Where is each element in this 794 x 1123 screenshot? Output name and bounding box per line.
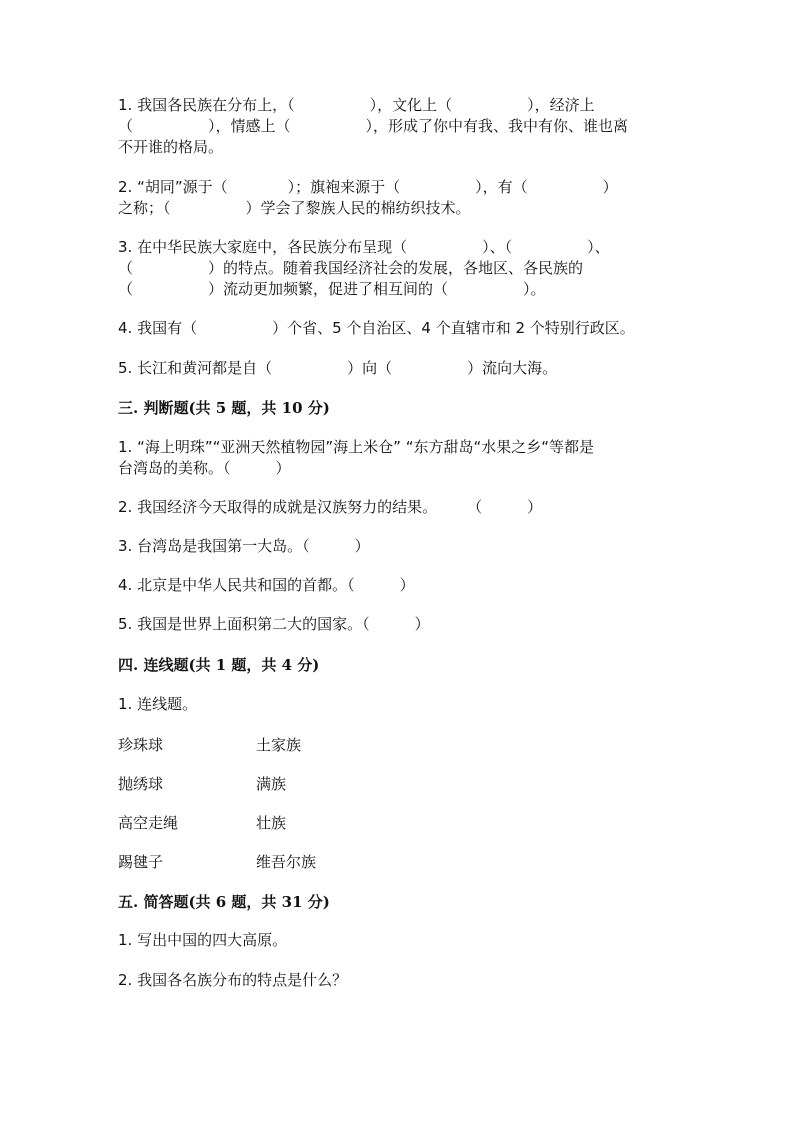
section-heading-matching: 四. 连线题(共 1 题，共 4 分) [118,656,320,674]
short-answer-question-1 [118,930,678,951]
question-line: 1. 写出中国的四大高原。 [118,931,288,949]
matching-left-item: 珍珠球 [118,736,164,754]
fill-question-1 [118,95,678,158]
matching-left-item: 抛绣球 [118,775,164,793]
fill-question-5 [118,358,678,379]
judge-question-1 [118,437,678,479]
matching-right-item: 维吾尔族 [256,853,317,871]
question-line: 5. 长江和黄河都是自（ ）向（ ）流向大海。 [118,359,558,377]
fill-question-4 [118,318,678,339]
question-line: 不开谁的格局。 [118,138,224,156]
judge-question-4 [118,575,678,596]
section-heading-short-answer: 五. 简答题(共 6 题，共 31 分) [118,893,330,911]
question-line: 台湾岛的美称。（ ） [118,459,291,477]
question-line: 2. 我国各名族分布的特点是什么？ [118,971,348,989]
question-line: 2. “胡同”源于（ ）；旗袍来源于（ ），有（ ） [118,178,618,196]
matching-right-item: 土家族 [256,736,302,754]
question-line: 4. 北京是中华人民共和国的首都。（ ） [118,576,415,594]
question-line: 5. 我国是世界上面积第二大的国家。（ ） [118,615,430,633]
fill-question-2 [118,177,678,219]
matching-left-item: 高空走绳 [118,814,179,832]
judge-question-5 [118,614,678,635]
question-line: 1. 我国各民族在分布上，（ ），文化上（ ），经济上 [118,96,595,114]
matching-left-item: 踢毽子 [118,853,164,871]
question-line: （ ）的特点。随着我国经济社会的发展，各地区、各民族的 [118,259,584,277]
question-line: （ ），情感上（ ），形成了你中有我、我中有你、谁也离 [118,117,629,135]
question-line: 2. 我国经济今天取得的成就是汉族努力的结果。 （ ） [118,498,543,516]
question-line: 之称；（ ）学会了黎族人民的棉纺织技术。 [118,199,471,217]
matching-question-1 [118,694,678,715]
judge-question-3 [118,536,678,557]
question-line: （ ）流动更加频繁，促进了相互间的（ ）。 [118,280,546,298]
question-line: 1. 连线题。 [118,695,198,713]
fill-question-3 [118,237,678,300]
short-answer-question-2 [118,970,678,991]
section-heading-judgement: 三. 判断题(共 5 题，共 10 分) [118,399,330,417]
matching-right-item: 壮族 [256,814,287,832]
question-line: 4. 我国有（ ）个省、5 个自治区、4 个直辖市和 2 个特别行政区。 [118,319,635,337]
question-line: 3. 台湾岛是我国第一大岛。（ ） [118,537,370,555]
question-line: 1. “海上明珠”“亚洲天然植物园”海上米仓” “东方甜岛“水果之乡“等都是 [118,438,595,456]
judge-question-2 [118,497,678,518]
question-line: 3. 在中华民族大家庭中，各民族分布呈现（ ）、（ ）、 [118,238,610,256]
matching-right-item: 满族 [256,775,287,793]
